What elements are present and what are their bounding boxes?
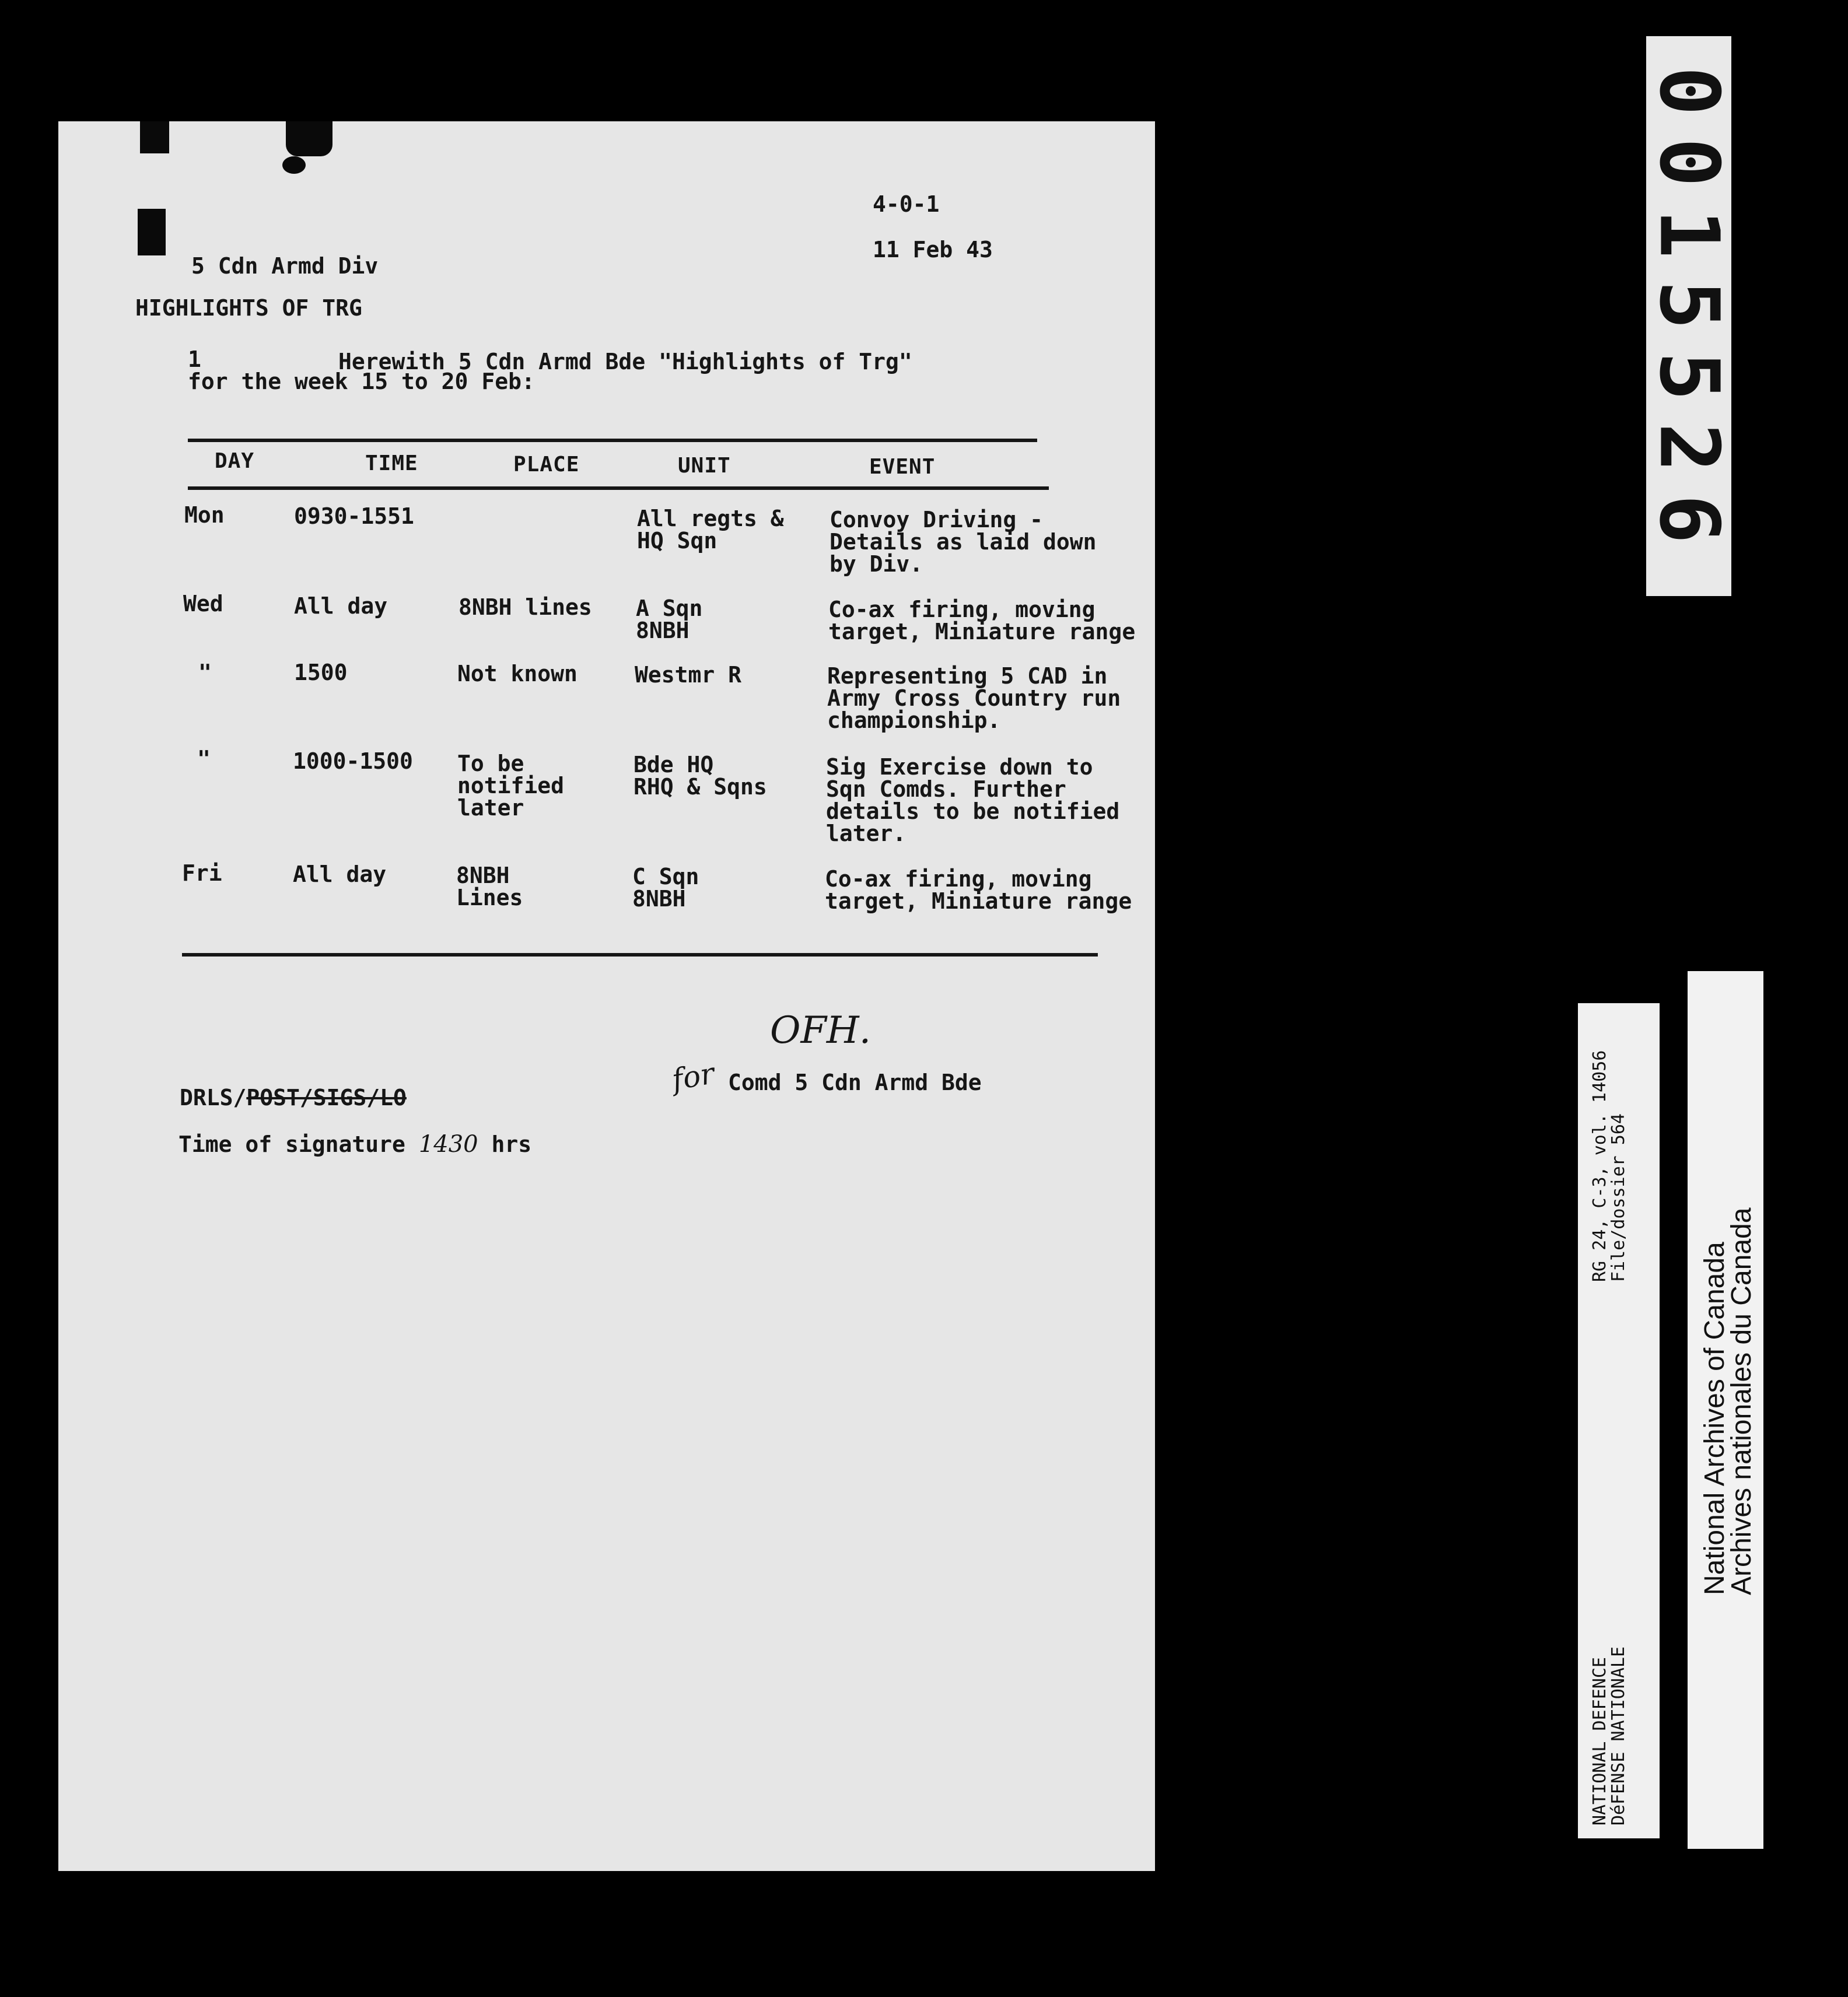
table-cell-event: Sig Exercise down to Sqn Comds. Further details to be notified later. [826,754,1120,846]
table-cell-unit: All regts & HQ Sqn [637,506,784,553]
department-fr: DéFENSE NATIONALE [1608,1646,1629,1826]
table-cell-event: Convoy Driving - Details as laid down by Div. [830,507,1097,577]
ink-smudge [282,156,306,174]
file-reference: 4-0-1 [873,191,940,217]
paragraph-line: Herewith 5 Cdn Armd Bde "Highlights of Trg" [338,349,912,374]
document-page [58,121,1155,1871]
table-bottom-rule [182,953,1098,957]
paragraph-number: 1 [188,346,201,372]
archives-name-fr: Archives nationales du Canada [1726,1207,1757,1595]
time-of-signature [178,1133,531,1156]
document-date: 11 Feb 43 [873,237,993,262]
department-en: NATIONAL DEFENCE [1590,1657,1610,1826]
table-cell-day: " [197,746,211,772]
table-cell-day: Fri [182,860,222,886]
addressee: 5 Cdn Armd Div [191,253,379,279]
column-header-time: TIME [365,451,418,475]
table-cell-unit: C Sqn 8NBH [632,864,699,912]
table-cell-time: 0930-1551 [294,503,414,529]
signature-initials: OFH. [770,1009,872,1052]
distribution-prefix: DRLS/ [180,1085,247,1110]
distribution-line [180,1086,407,1109]
column-header-place: PLACE [513,453,580,477]
table-cell-event: Co-ax firing, moving target, Miniature range [828,597,1136,644]
table-cell-time: 1000-1500 [293,748,413,774]
time-of-signature-unit: hrs [491,1131,532,1157]
table-cell-unit: A Sqn 8NBH [636,595,703,643]
signature-block: Comd 5 Cdn Armd Bde [728,1070,982,1095]
ink-smudge [138,209,166,255]
table-cell-place: To be notified later [457,751,565,821]
table-cell-place: 8NBH Lines [456,863,523,910]
table-cell-day: Wed [183,591,223,616]
national-archives-label [1688,971,1763,1849]
table-cell-place: Not known [457,661,578,686]
column-header-event: EVENT [869,455,936,479]
table-cell-day: Mon [184,502,225,528]
frame-number-strip [1641,36,1737,596]
table-cell-event: Co-ax firing, moving target, Miniature range [825,866,1132,914]
table-top-rule [188,439,1037,442]
table-cell-time: 1500 [294,660,348,685]
table-header-rule [188,486,1049,490]
column-header-day: DAY [215,449,255,473]
column-header-unit: UNIT [678,454,731,478]
table-cell-unit: Bde HQ RHQ & Sqns [634,752,767,800]
table-cell-unit: Westmr R [635,662,742,688]
archives-name-en: National Archives of Canada [1699,1242,1730,1595]
archive-reference: RG 24, C-3, vol. 14056 [1590,1050,1610,1282]
time-of-signature-label: Time of signature [178,1131,405,1157]
archive-reference-label [1578,1003,1660,1838]
signature-for: for [669,1056,718,1097]
table-cell-time: All day [294,593,388,619]
table-cell-day: " [198,660,212,685]
distribution-struck: POST/SIGS/LO [246,1085,407,1110]
table-cell-event: Representing 5 CAD in Army Cross Country run championship. [827,663,1121,733]
table-cell-time: All day [293,861,387,887]
ink-smudge [140,121,169,153]
ink-smudge [286,121,332,156]
file-dossier: File/dossier 564 [1608,1113,1629,1282]
frame-number: 0015526 [1641,66,1737,566]
table-cell-place: 8NBH lines [459,594,592,620]
paragraph-line: for the week 15 to 20 Feb: [188,369,535,394]
time-of-signature-value: 1430 [418,1131,478,1158]
subject-heading: HIGHLIGHTS OF TRG [135,295,362,321]
